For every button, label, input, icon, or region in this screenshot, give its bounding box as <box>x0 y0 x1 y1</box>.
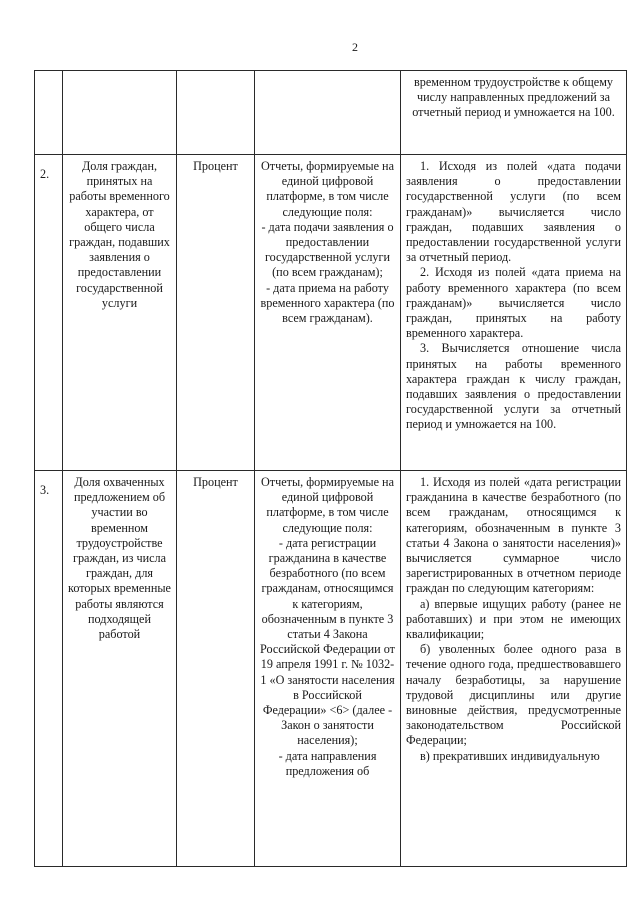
page-number: 2 <box>352 40 358 54</box>
row-number <box>35 71 63 155</box>
unit: Процент <box>177 471 255 867</box>
calculation-method <box>401 155 627 471</box>
method-subitem: в) прекративших индивидуальную <box>420 748 600 763</box>
table-row <box>35 71 627 155</box>
method-paragraph: 2. Исходя из полей «дата приема на работу временного характера (по всем гражданам)» вычисляется число граждан, принятых на работу временного характера. <box>406 265 621 341</box>
indicators-table <box>34 70 627 867</box>
method-paragraph: временном трудоустройстве к общему числу направленных предложений за отчетный период и умножается на 100. <box>412 75 615 120</box>
calculation-method <box>401 471 627 867</box>
indicator-name <box>63 71 177 155</box>
method-subitem: б) уволенных более одного раза в течение одного года, предшествовавшего началу безработицы, за нарушение трудовой дисциплины или другие виновные действия, предусмотренные законодательством Российской Федерации; <box>406 642 621 748</box>
indicator-name: Доля охваченных предложением об участии во временном трудоустройстве граждан, из числа граждан, для которых временные работы являются подходящей работой <box>63 471 177 867</box>
calculation-method <box>401 71 627 155</box>
data-source: Отчеты, формируемые на единой цифровой платформе, в том числе следующие поля: - дата регистрации гражданина в качестве безработного (по всем гражданам, относящимся к категориям, обозначенным в пункте 3 статьи 4 Закона Российской Федерации от 19 апреля 1991 г. № 1032-1 «О занятости населения в Российской Федерации» <6> (далее - Закон о занятости населения); - дата направления предложения об <box>255 471 401 867</box>
table-row <box>35 471 627 867</box>
method-paragraph: 1. Исходя из полей «дата регистрации гражданина в качестве безработного (по всем гражданам, относящимся к категориям, обозначенным в пункте 3 статьи 4 Закона о занятости населения)» вычисляется суммарное число зарегистрированных в отчетном периоде граждан по следующим категориям: <box>406 475 621 596</box>
row-number: 2. <box>35 155 63 471</box>
data-source: Отчеты, формируемые на единой цифровой платформе, в том числе следующие поля: - дата подачи заявления о предоставлении государственной услуги (по всем гражданам); - дата приема на работу временного характера (по всем гражданам). <box>255 155 401 471</box>
unit: Процент <box>177 155 255 471</box>
table-row <box>35 155 627 471</box>
method-subitem: а) впервые ищущих работу (ранее не работавших) и при этом не имеющих квалификации; <box>406 596 621 642</box>
row-number: 3. <box>35 471 63 867</box>
method-paragraph: 3. Вычисляется отношение числа принятых на работы временного характера граждан к числу граждан, подавших заявления о предоставлении государственной услуги за отчетный период и умножается на 100. <box>406 341 621 432</box>
indicator-name: Доля граждан, принятых на работы временного характера, от общего числа граждан, подавших заявления о предоставлении государственной услуги <box>63 155 177 471</box>
method-paragraph: 1. Исходя из полей «дата подачи заявления о предоставлении государственной услуги (по всем гражданам)» вычисляется число граждан, подавших заявления о предоставлении государственной услуги за отчетный период. <box>406 159 621 265</box>
data-source <box>255 71 401 155</box>
unit <box>177 71 255 155</box>
